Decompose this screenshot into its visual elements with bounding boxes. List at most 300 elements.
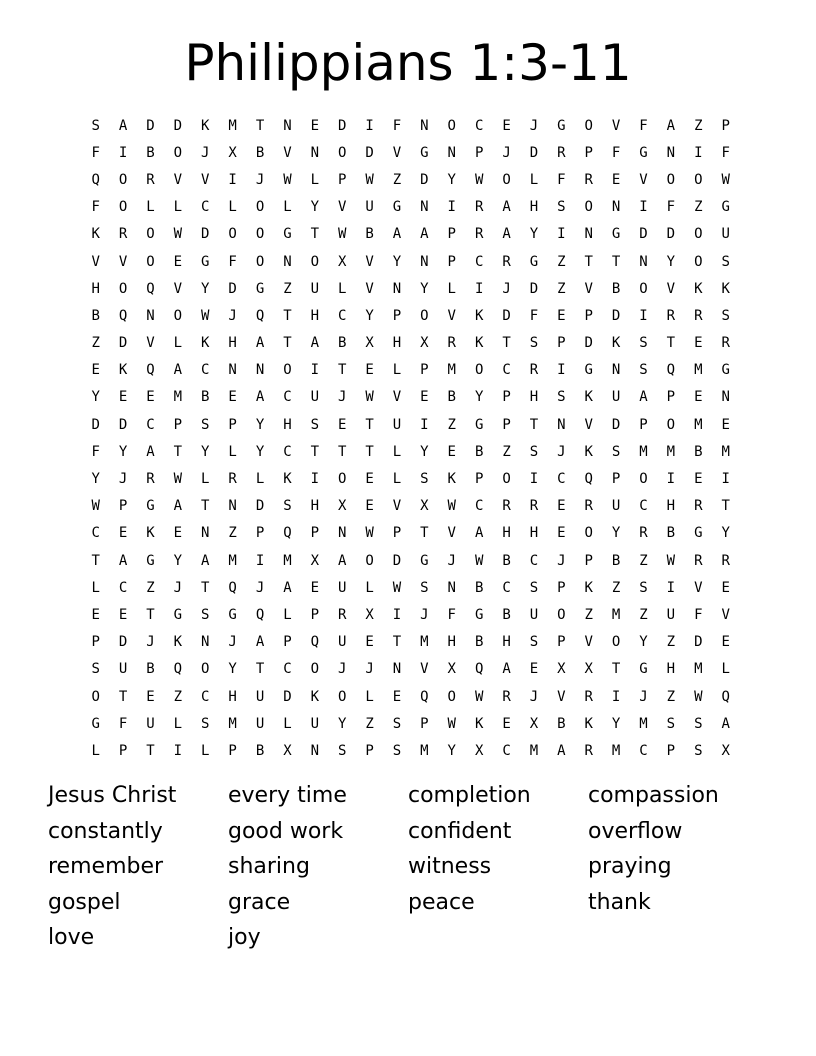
grid-letter: G: [639, 661, 648, 678]
grid-letter: O: [474, 362, 484, 379]
grid-letter: F: [118, 715, 128, 732]
grid-letter: O: [365, 552, 374, 569]
grid-letter: S: [611, 443, 621, 460]
grid-row: [82, 357, 740, 384]
grid-letter: R: [447, 335, 456, 352]
grid-letter: G: [146, 498, 155, 515]
grid-letter: O: [310, 253, 320, 270]
grid-letter: V: [201, 171, 210, 188]
grid-letter: H: [447, 634, 456, 651]
grid-letter: O: [201, 661, 210, 678]
grid-letter: G: [420, 552, 429, 569]
grid-letter: S: [283, 498, 292, 515]
grid-letter: S: [694, 742, 703, 759]
word-list-item: gospel: [48, 889, 121, 915]
grid-letter: B: [201, 389, 210, 406]
grid-letter: N: [228, 498, 237, 515]
grid-letter: V: [392, 144, 402, 161]
grid-letter: T: [201, 498, 210, 515]
grid-letter: M: [694, 416, 703, 433]
grid-letter: K: [173, 634, 183, 651]
grid-letter: V: [611, 117, 621, 134]
grid-letter: T: [365, 443, 374, 460]
grid-letter: T: [392, 634, 402, 651]
grid-letter: T: [529, 416, 539, 433]
grid-letter: S: [310, 416, 320, 433]
grid-letter: I: [694, 144, 703, 161]
grid-letter: U: [365, 199, 374, 216]
grid-letter: F: [91, 199, 100, 216]
grid-letter: O: [173, 307, 183, 324]
word-list-item: sharing: [228, 854, 310, 879]
grid-letter: X: [283, 742, 292, 759]
grid-letter: A: [474, 525, 484, 542]
grid-letter: C: [557, 471, 566, 488]
grid-letter: X: [721, 742, 730, 759]
grid-letter: W: [365, 389, 374, 406]
grid-letter: W: [201, 307, 210, 324]
grid-letter: M: [611, 742, 621, 759]
grid-letter: S: [694, 715, 703, 732]
grid-letter: P: [392, 525, 402, 542]
grid-letter: F: [557, 171, 566, 188]
grid-letter: O: [502, 471, 511, 488]
grid-letter: R: [721, 335, 730, 352]
grid-letter: U: [146, 715, 155, 732]
grid-letter: M: [529, 742, 539, 759]
grid-letter: K: [584, 715, 593, 732]
grid-letter: R: [146, 471, 155, 488]
grid-letter: A: [255, 335, 265, 352]
grid-letter: C: [146, 416, 155, 433]
grid-letter: Q: [255, 606, 265, 623]
grid-letter: V: [392, 498, 402, 515]
grid-letter: J: [502, 144, 511, 161]
grid-letter: R: [666, 307, 676, 324]
grid-letter: Q: [474, 661, 484, 678]
grid-letter: M: [694, 362, 703, 379]
grid-letter: V: [118, 253, 128, 270]
grid-letter: Y: [310, 199, 320, 216]
grid-letter: V: [584, 280, 593, 297]
grid-row: [82, 465, 740, 492]
grid-row: [82, 493, 740, 520]
grid-letter: M: [228, 552, 237, 569]
grid-letter: S: [392, 715, 402, 732]
grid-letter: I: [310, 471, 320, 488]
grid-letter: B: [666, 525, 676, 542]
grid-letter: E: [721, 579, 730, 596]
grid-letter: I: [392, 606, 402, 623]
grid-letter: W: [447, 715, 456, 732]
grid-letter: Z: [146, 579, 155, 596]
grid-row: [82, 574, 740, 601]
grid-letter: V: [694, 579, 703, 596]
grid-letter: B: [611, 552, 621, 569]
grid-letter: B: [255, 144, 265, 161]
grid-letter: C: [201, 362, 210, 379]
word-list-item: overflow: [588, 818, 683, 844]
grid-letter: T: [173, 443, 183, 460]
grid-letter: S: [639, 579, 648, 596]
grid-letter: U: [666, 606, 676, 623]
grid-letter: J: [255, 579, 265, 596]
grid-letter: O: [639, 280, 648, 297]
grid-letter: B: [474, 579, 484, 596]
grid-letter: J: [337, 661, 347, 678]
grid-letter: B: [91, 307, 100, 324]
grid-letter: E: [91, 606, 100, 623]
grid-letter: A: [310, 335, 320, 352]
grid-letter: B: [611, 280, 621, 297]
grid-letter: O: [447, 688, 456, 705]
grid-letter: L: [201, 471, 210, 488]
grid-letter: W: [392, 579, 402, 596]
grid-letter: J: [529, 117, 539, 134]
grid-letter: U: [255, 688, 265, 705]
grid-letter: R: [584, 171, 593, 188]
grid-letter: K: [91, 226, 100, 243]
grid-letter: O: [118, 171, 128, 188]
grid-letter: H: [502, 525, 511, 542]
grid-letter: Z: [173, 688, 183, 705]
grid-letter: O: [694, 253, 703, 270]
word-list-item: praying: [588, 854, 672, 879]
grid-letter: Y: [666, 253, 676, 270]
grid-letter: M: [228, 117, 237, 134]
grid-letter: L: [392, 443, 402, 460]
grid-letter: M: [447, 362, 456, 379]
grid-letter: D: [146, 117, 155, 134]
grid-letter: U: [611, 389, 621, 406]
grid-letter: X: [420, 335, 429, 352]
grid-letter: F: [447, 606, 456, 623]
grid-letter: T: [91, 552, 100, 569]
grid-letter: C: [474, 117, 484, 134]
grid-letter: T: [283, 307, 292, 324]
grid-letter: G: [420, 144, 429, 161]
grid-letter: U: [392, 416, 402, 433]
grid-letter: N: [201, 525, 210, 542]
grid-letter: W: [173, 226, 183, 243]
grid-letter: L: [283, 606, 292, 623]
grid-letter: O: [584, 117, 593, 134]
grid-letter: E: [392, 688, 402, 705]
grid-letter: P: [337, 171, 347, 188]
grid-letter: L: [310, 171, 320, 188]
grid-letter: D: [529, 280, 539, 297]
grid-letter: Y: [420, 443, 429, 460]
grid-letter: P: [474, 471, 484, 488]
grid-letter: E: [310, 117, 320, 134]
grid-letter: T: [611, 661, 621, 678]
grid-letter: M: [639, 715, 648, 732]
grid-letter: J: [255, 171, 265, 188]
grid-letter: L: [392, 362, 402, 379]
grid-letter: Z: [228, 525, 237, 542]
grid-letter: V: [584, 416, 593, 433]
grid-letter: M: [420, 742, 429, 759]
grid-letter: S: [201, 416, 210, 433]
grid-letter: C: [502, 362, 511, 379]
grid-letter: E: [557, 525, 566, 542]
grid-letter: F: [91, 144, 100, 161]
grid-letter: Z: [557, 253, 566, 270]
grid-letter: O: [611, 634, 621, 651]
grid-letter: X: [529, 715, 539, 732]
grid-letter: K: [118, 362, 128, 379]
grid-letter: T: [721, 498, 730, 515]
grid-letter: I: [557, 226, 566, 243]
grid-letter: C: [639, 742, 648, 759]
grid-letter: P: [611, 471, 621, 488]
grid-letter: L: [91, 742, 100, 759]
grid-letter: H: [502, 634, 511, 651]
grid-letter: X: [447, 661, 456, 678]
grid-letter: C: [337, 307, 347, 324]
grid-letter: K: [694, 280, 703, 297]
grid-letter: M: [173, 389, 183, 406]
grid-letter: I: [228, 171, 237, 188]
grid-letter: A: [118, 117, 128, 134]
grid-letter: Y: [611, 715, 621, 732]
grid-letter: D: [420, 171, 429, 188]
grid-letter: Y: [201, 443, 210, 460]
grid-letter: N: [447, 144, 456, 161]
word-list-item: remember: [48, 854, 164, 879]
grid-letter: V: [447, 525, 456, 542]
grid-letter: P: [310, 525, 320, 542]
grid-letter: D: [201, 226, 210, 243]
grid-letter: S: [721, 307, 730, 324]
grid-row: [82, 520, 740, 547]
grid-letter: R: [337, 606, 347, 623]
grid-letter: J: [557, 443, 566, 460]
grid-letter: E: [173, 525, 183, 542]
grid-letter: V: [91, 253, 100, 270]
grid-letter: P: [392, 307, 402, 324]
grid-letter: E: [557, 498, 566, 515]
grid-letter: F: [694, 606, 703, 623]
grid-letter: S: [529, 335, 539, 352]
grid-letter: J: [201, 144, 210, 161]
grid-letter: U: [118, 661, 128, 678]
grid-letter: B: [447, 389, 456, 406]
grid-letter: N: [639, 253, 648, 270]
grid-letter: U: [529, 606, 539, 623]
grid-letter: E: [118, 525, 128, 542]
word-list-item: witness: [408, 854, 492, 879]
grid-letter: P: [118, 742, 128, 759]
grid-letter: T: [310, 443, 320, 460]
grid-letter: N: [228, 362, 237, 379]
grid-letter: S: [91, 117, 100, 134]
grid-letter: H: [91, 280, 100, 297]
grid-row: [82, 330, 740, 357]
grid-letter: N: [611, 199, 621, 216]
grid-letter: H: [666, 661, 676, 678]
grid-letter: M: [639, 443, 648, 460]
grid-letter: H: [283, 416, 292, 433]
grid-letter: Q: [146, 362, 155, 379]
grid-letter: D: [118, 335, 128, 352]
grid-letter: I: [118, 144, 128, 161]
grid-letter: A: [557, 742, 566, 759]
grid-letter: T: [146, 606, 155, 623]
grid-letter: I: [639, 307, 648, 324]
grid-letter: Z: [91, 335, 100, 352]
grid-letter: E: [365, 362, 374, 379]
grid-letter: L: [255, 471, 265, 488]
grid-letter: E: [694, 389, 703, 406]
grid-letter: G: [639, 144, 648, 161]
grid-letter: S: [337, 742, 347, 759]
grid-letter: R: [502, 253, 511, 270]
word-list-item: good work: [228, 818, 344, 844]
grid-letter: B: [474, 634, 484, 651]
grid-letter: P: [447, 253, 456, 270]
grid-letter: G: [694, 525, 703, 542]
grid-letter: S: [557, 389, 566, 406]
grid-letter: V: [365, 280, 374, 297]
grid-letter: W: [91, 498, 100, 515]
grid-row: [82, 248, 740, 275]
grid-letter: D: [118, 634, 128, 651]
grid-letter: W: [447, 498, 456, 515]
grid-letter: R: [557, 144, 566, 161]
grid-letter: M: [611, 606, 621, 623]
grid-letter: Z: [666, 688, 676, 705]
grid-letter: O: [146, 253, 155, 270]
grid-letter: A: [420, 226, 429, 243]
grid-letter: S: [420, 579, 429, 596]
grid-letter: G: [392, 199, 402, 216]
grid-letter: Z: [639, 552, 648, 569]
grid-row: [82, 737, 740, 764]
grid-letter: Y: [118, 443, 128, 460]
grid-letter: L: [173, 199, 183, 216]
grid-letter: C: [283, 443, 292, 460]
grid-letter: W: [337, 226, 347, 243]
grid-letter: O: [584, 199, 593, 216]
grid-letter: P: [639, 416, 648, 433]
grid-letter: E: [694, 335, 703, 352]
grid-letter: I: [666, 471, 676, 488]
grid-letter: O: [502, 171, 511, 188]
grid-letter: A: [283, 579, 292, 596]
grid-letter: M: [721, 443, 730, 460]
grid-letter: W: [173, 471, 183, 488]
grid-letter: N: [283, 117, 292, 134]
grid-letter: G: [557, 117, 566, 134]
grid-letter: G: [474, 416, 484, 433]
grid-letter: O: [91, 688, 100, 705]
grid-letter: K: [474, 335, 484, 352]
grid-letter: A: [502, 226, 511, 243]
grid-letter: D: [228, 280, 237, 297]
grid-letter: V: [173, 171, 183, 188]
grid-letter: V: [392, 389, 402, 406]
grid-letter: F: [639, 117, 648, 134]
grid-letter: S: [721, 253, 730, 270]
grid-letter: F: [392, 117, 402, 134]
grid-letter: G: [255, 280, 265, 297]
grid-letter: I: [420, 416, 429, 433]
grid-letter: M: [283, 552, 292, 569]
grid-row: [82, 302, 740, 329]
grid-letter: E: [420, 389, 429, 406]
grid-letter: W: [474, 171, 484, 188]
grid-row: [82, 112, 740, 139]
grid-letter: G: [146, 552, 155, 569]
grid-letter: Z: [392, 171, 402, 188]
grid-letter: B: [146, 144, 155, 161]
grid-letter: Q: [255, 307, 265, 324]
grid-letter: I: [666, 579, 676, 596]
grid-letter: B: [365, 226, 374, 243]
grid-letter: C: [201, 199, 210, 216]
grid-letter: E: [611, 171, 621, 188]
grid-letter: R: [694, 552, 703, 569]
grid-letter: K: [201, 117, 210, 134]
grid-letter: E: [310, 579, 320, 596]
grid-letter: Z: [666, 634, 676, 651]
grid-letter: I: [310, 362, 320, 379]
grid-letter: K: [283, 471, 292, 488]
grid-letter: B: [474, 443, 484, 460]
grid-letter: N: [420, 117, 429, 134]
grid-letter: S: [557, 199, 566, 216]
grid-letter: Y: [173, 552, 183, 569]
grid-letter: L: [721, 661, 730, 678]
grid-letter: Z: [283, 280, 292, 297]
grid-letter: J: [502, 280, 511, 297]
grid-letter: C: [502, 742, 511, 759]
grid-letter: X: [365, 335, 374, 352]
grid-letter: L: [337, 280, 347, 297]
grid-letter: V: [283, 144, 292, 161]
grid-letter: C: [283, 389, 292, 406]
grid-letter: E: [694, 471, 703, 488]
grid-row: [82, 166, 740, 193]
grid-letter: R: [502, 498, 511, 515]
grid-letter: X: [474, 742, 484, 759]
grid-letter: N: [721, 389, 730, 406]
grid-letter: W: [474, 552, 484, 569]
grid-letter: A: [173, 362, 183, 379]
grid-letter: F: [228, 253, 237, 270]
grid-letter: D: [694, 634, 703, 651]
grid-row: [82, 656, 740, 683]
grid-letter: I: [474, 280, 484, 297]
grid-letter: I: [721, 471, 730, 488]
grid-letter: H: [228, 688, 237, 705]
grid-letter: N: [310, 742, 320, 759]
grid-letter: L: [365, 688, 374, 705]
grid-letter: P: [310, 606, 320, 623]
grid-letter: P: [420, 362, 429, 379]
grid-letter: N: [420, 253, 429, 270]
grid-letter: E: [146, 389, 155, 406]
grid-letter: Y: [447, 742, 456, 759]
grid-letter: G: [228, 606, 237, 623]
grid-letter: P: [502, 416, 511, 433]
grid-letter: Q: [283, 525, 292, 542]
grid-letter: W: [365, 525, 374, 542]
grid-letter: N: [447, 579, 456, 596]
grid-letter: W: [474, 688, 484, 705]
grid-letter: D: [91, 416, 100, 433]
